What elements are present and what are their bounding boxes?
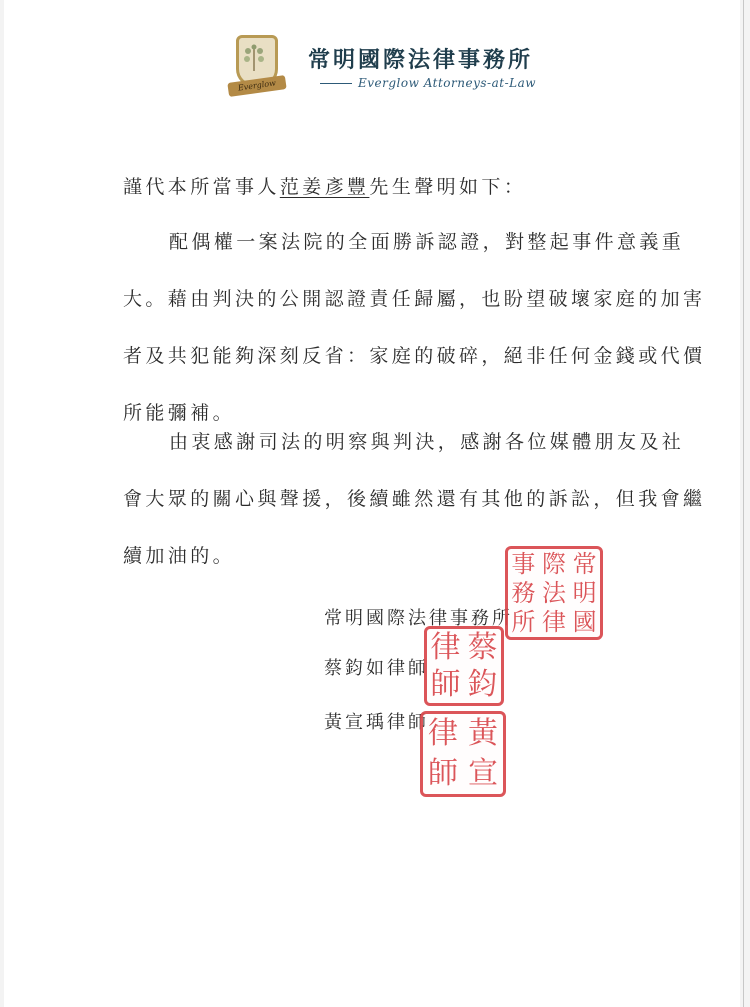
page-edge-left [0,0,4,1007]
seal-char: 蔡 [467,629,498,665]
paragraph-line: 大。藉由判決的公開認證責任歸屬，也盼望破壞家庭的加害 [123,288,706,310]
paragraph-line: 續加油的。 [123,545,236,567]
letterhead [228,32,536,104]
paragraph-line: 者及共犯能夠深刻反省：家庭的破碎，絕非任何金錢或代價 [123,345,706,367]
seal-char: 律 [428,716,458,751]
page-edge-right [740,0,750,1007]
seal-char: 常 [572,549,597,578]
signature-lawyer-1: 蔡鈞如律師 [324,658,429,679]
paragraph-line: 會大眾的關心與聲援，後續雖然還有其他的訴訟，但我會繼 [123,488,706,510]
paragraph-1 [123,228,706,456]
intro-after: 先生聲明如下： [369,176,527,198]
firm-name-chinese: 常明國際法律事務所 [308,47,534,73]
firm-seal-stamp [505,546,603,640]
lawyer-2-seal-stamp [420,711,506,797]
seal-char: 黃 [468,716,498,751]
firm-logo [228,33,286,103]
seal-char: 鈞 [467,666,498,702]
paragraph-line: 由衷感謝司法的明察與判決，感謝各位媒體朋友及社 [169,431,685,453]
seal-char: 師 [430,666,461,702]
seal-char: 務 [511,578,536,607]
page-edge-line [743,0,744,1007]
intro-line [123,172,526,199]
seal-char: 所 [511,608,536,637]
seal-char: 國 [572,608,597,637]
lawyer-1-seal-stamp [424,626,504,706]
paragraph-line: 所能彌補。 [123,402,236,424]
seal-char: 律 [541,608,566,637]
tree-icon [242,41,266,73]
client-name: 范姜彥豐 [279,176,370,198]
seal-char: 明 [572,578,597,607]
signature-firm: 常明國際法律事務所 [324,608,513,629]
paragraph-line: 配偶權一案法院的全面勝訴認證，對整起事件意義重 [169,231,685,253]
seal-char: 事 [511,549,536,578]
seal-char: 法 [541,578,566,607]
dash-divider [320,83,352,84]
firm-block [308,46,536,90]
seal-char: 師 [428,756,458,791]
signature-lawyer-2: 黃宣瑀律師 [324,712,429,733]
seal-char: 際 [541,549,566,578]
logo-ribbon: Everglow [227,75,286,97]
firm-name-english: Everglow Attorneys-at-Law [358,76,537,90]
seal-char: 宣 [468,756,498,791]
intro-before: 謹代本所當事人 [123,176,280,198]
firm-name-english-row [320,76,536,90]
seal-char: 律 [430,629,461,665]
